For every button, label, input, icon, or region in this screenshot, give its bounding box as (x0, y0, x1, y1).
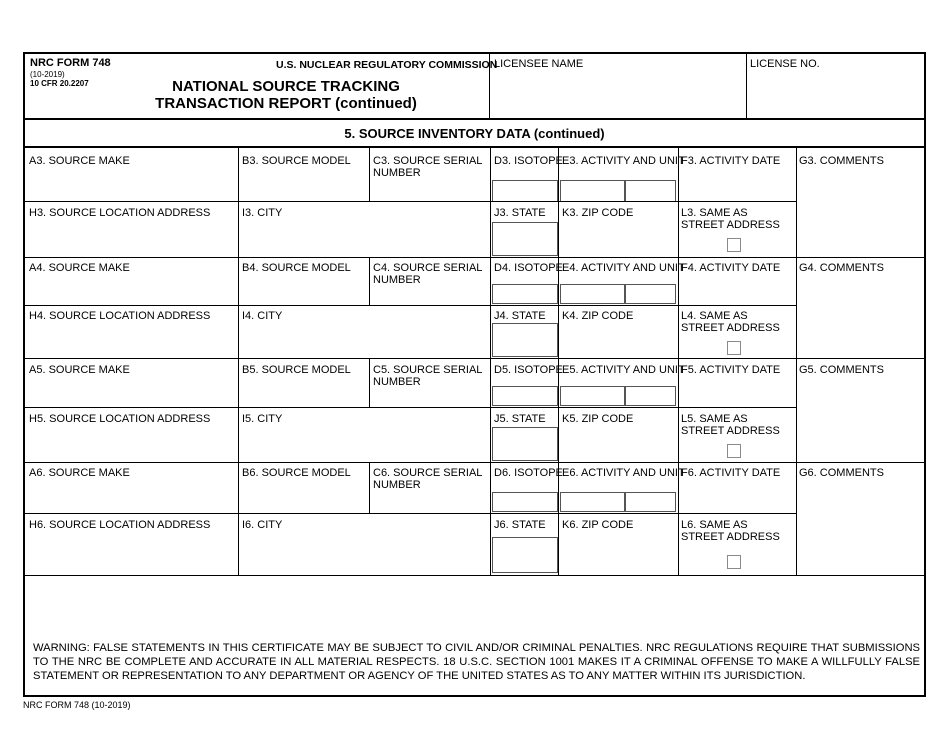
footer-form-number: NRC FORM 748 (10-2019) (23, 700, 131, 710)
i4-city-label: I4. CITY (242, 310, 283, 322)
j6-state-label: J6. STATE (494, 519, 546, 531)
h5-address-label: H5. SOURCE LOCATION ADDRESS (29, 413, 211, 425)
c3-source-serial-label: C3. SOURCE SERIAL NUMBER (373, 155, 483, 179)
j5-state-field[interactable] (492, 427, 558, 461)
warning-text: WARNING: FALSE STATEMENTS IN THIS CERTIFICATE MAY BE SUBJECT TO CIVIL AND/OR CRIMINAL PENALTIES. NRC REGULATIONS REQUIRE THAT SUBMISSIONS TO THE NRC BE COMPLETE AND ACCURATE IN ALL MATERIAL RESPECTS. 18 U.S.C. SECTION 1001 MAKES IT A CRIMINAL OFFENSE TO MAKE A WILLFULLY FALSE STATEMENT OR REPRESENTATION TO ANY DEPARTMENT OR AGENCY OF THE UNITED STATES AS TO ANY MATTER WITHIN ITS JURISDICTION. (33, 642, 920, 682)
row-line (24, 513, 796, 514)
section-title: 5. SOURCE INVENTORY DATA (continued) (344, 126, 605, 141)
l6-same-address-label: L6. SAME AS STREET ADDRESS (681, 519, 780, 543)
form-title-line2: TRANSACTION REPORT (continued) (155, 95, 417, 112)
col-line (558, 147, 559, 575)
col-line (678, 147, 679, 575)
g4-comments-label: G4. COMMENTS (799, 262, 884, 274)
row-line (24, 201, 796, 202)
form-cfr: 10 CFR 20.2207 (30, 79, 89, 88)
l4-same-address-label: L4. SAME AS STREET ADDRESS (681, 310, 780, 334)
col-line (238, 147, 239, 575)
e5-activity-label: E5. ACTIVITY AND UNIT (562, 364, 685, 376)
l5-same-address-checkbox[interactable] (727, 444, 741, 458)
col-line (369, 257, 370, 305)
col-line (369, 358, 370, 407)
e4-unit-field[interactable] (625, 284, 676, 304)
d6-isotope-label: D6. ISOTOPE (494, 467, 563, 479)
col-line (369, 462, 370, 513)
c4-source-serial-label: C4. SOURCE SERIAL NUMBER (373, 262, 483, 286)
k5-zip-label: K5. ZIP CODE (562, 413, 634, 425)
row-line (24, 462, 924, 463)
j4-state-label: J4. STATE (494, 310, 546, 322)
j6-state-field[interactable] (492, 537, 558, 573)
row-line (24, 407, 796, 408)
d5-isotope-label: D5. ISOTOPE (494, 364, 563, 376)
j5-state-label: J5. STATE (494, 413, 546, 425)
g6-comments-label: G6. COMMENTS (799, 467, 884, 479)
e5-unit-field[interactable] (625, 386, 676, 406)
e6-activity-field[interactable] (560, 492, 625, 512)
agency-name: U.S. NUCLEAR REGULATORY COMMISSION (276, 59, 498, 71)
i3-city-label: I3. CITY (242, 207, 283, 219)
h4-address-label: H4. SOURCE LOCATION ADDRESS (29, 310, 211, 322)
j4-state-field[interactable] (492, 323, 558, 357)
header-divider-2 (746, 53, 747, 118)
e6-activity-label: E6. ACTIVITY AND UNIT (562, 467, 685, 479)
j3-state-label: J3. STATE (494, 207, 546, 219)
f5-activity-date-label: F5. ACTIVITY DATE (681, 364, 781, 376)
i5-city-label: I5. CITY (242, 413, 283, 425)
licensee-name-label: LICENSEE NAME (494, 58, 584, 70)
license-no-label: LICENSE NO. (750, 58, 820, 70)
d4-isotope-label: D4. ISOTOPE (494, 262, 563, 274)
l5-same-address-label: L5. SAME AS STREET ADDRESS (681, 413, 780, 437)
f3-activity-date-label: F3. ACTIVITY DATE (681, 155, 781, 167)
c6-source-serial-label: C6. SOURCE SERIAL NUMBER (373, 467, 483, 491)
d5-isotope-field[interactable] (492, 386, 558, 406)
g3-comments-label: G3. COMMENTS (799, 155, 884, 167)
row-line (24, 305, 796, 306)
h3-address-label: H3. SOURCE LOCATION ADDRESS (29, 207, 211, 219)
l4-same-address-checkbox[interactable] (727, 341, 741, 355)
f4-activity-date-label: F4. ACTIVITY DATE (681, 262, 781, 274)
header-rule (23, 118, 926, 120)
e5-activity-field[interactable] (560, 386, 625, 406)
b6-source-model-label: B6. SOURCE MODEL (242, 467, 351, 479)
d6-isotope-field[interactable] (492, 492, 558, 512)
j3-state-field[interactable] (492, 222, 558, 256)
d4-isotope-field[interactable] (492, 284, 558, 304)
row-line (24, 575, 924, 576)
row-line (24, 358, 924, 359)
blank-area (25, 577, 924, 635)
d3-isotope-label: D3. ISOTOPE (494, 155, 563, 167)
licensee-name-field[interactable] (492, 74, 744, 116)
c5-source-serial-label: C5. SOURCE SERIAL NUMBER (373, 364, 483, 388)
k3-zip-label: K3. ZIP CODE (562, 207, 634, 219)
b5-source-model-label: B5. SOURCE MODEL (242, 364, 351, 376)
b4-source-model-label: B4. SOURCE MODEL (242, 262, 351, 274)
row-line (24, 257, 924, 258)
section-rule (23, 146, 926, 148)
f6-activity-date-label: F6. ACTIVITY DATE (681, 467, 781, 479)
k4-zip-label: K4. ZIP CODE (562, 310, 634, 322)
l6-same-address-checkbox[interactable] (727, 555, 741, 569)
h6-address-label: H6. SOURCE LOCATION ADDRESS (29, 519, 211, 531)
a5-source-make-label: A5. SOURCE MAKE (29, 364, 130, 376)
e6-unit-field[interactable] (625, 492, 676, 512)
e4-activity-label: E4. ACTIVITY AND UNIT (562, 262, 685, 274)
e3-activity-field[interactable] (560, 180, 625, 202)
col-line (490, 147, 491, 575)
form-number: NRC FORM 748 (30, 57, 111, 69)
form-title-line1: NATIONAL SOURCE TRACKING (172, 78, 400, 95)
col-line (369, 147, 370, 201)
d3-isotope-field[interactable] (492, 180, 558, 202)
e3-unit-field[interactable] (625, 180, 676, 202)
col-line (796, 147, 797, 575)
g5-comments-label: G5. COMMENTS (799, 364, 884, 376)
b3-source-model-label: B3. SOURCE MODEL (242, 155, 351, 167)
l3-same-address-checkbox[interactable] (727, 238, 741, 252)
k6-zip-label: K6. ZIP CODE (562, 519, 634, 531)
form-revision: (10-2019) (30, 70, 65, 79)
a3-source-make-label: A3. SOURCE MAKE (29, 155, 130, 167)
a6-source-make-label: A6. SOURCE MAKE (29, 467, 130, 479)
e4-activity-field[interactable] (560, 284, 625, 304)
i6-city-label: I6. CITY (242, 519, 283, 531)
license-no-field[interactable] (749, 74, 923, 116)
a4-source-make-label: A4. SOURCE MAKE (29, 262, 130, 274)
header-divider (489, 53, 490, 118)
l3-same-address-label: L3. SAME AS STREET ADDRESS (681, 207, 780, 231)
e3-activity-label: E3. ACTIVITY AND UNIT (562, 155, 685, 167)
